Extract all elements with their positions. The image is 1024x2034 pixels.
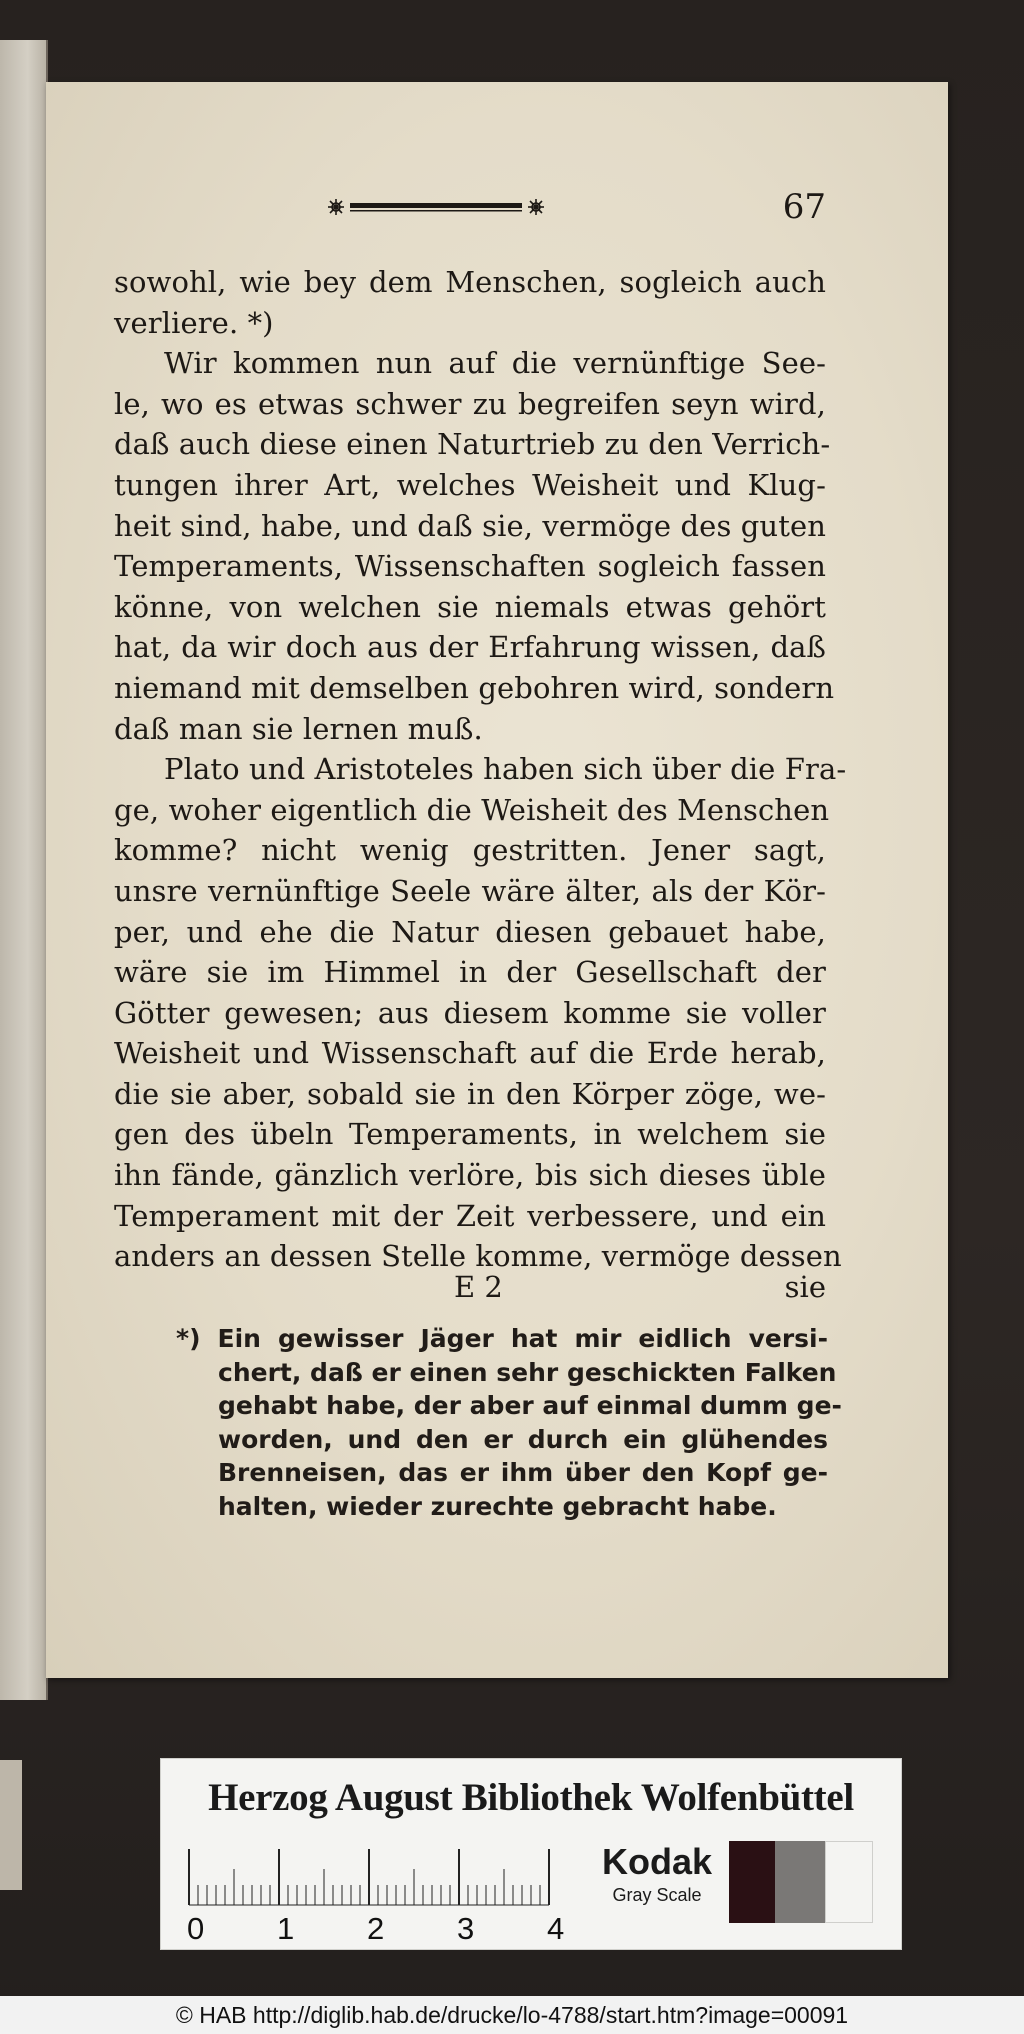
gray-patch-dark xyxy=(729,1841,775,1923)
ruler-label: 1 xyxy=(277,1911,295,1946)
text-line: komme? nicht wenig gestritten. Jener sagt, xyxy=(114,833,826,868)
text-line: unsre vernünftige Seele wäre älter, als der Kör- xyxy=(114,873,826,908)
signature-row xyxy=(114,1267,826,1307)
text-line: Weisheit und Wissenschaft auf die Erde herab, xyxy=(114,1036,826,1071)
text-line: verliere. *) xyxy=(114,305,274,340)
ruler-label: 2 xyxy=(367,1911,385,1946)
running-header xyxy=(46,187,948,227)
rule-ornament-icon xyxy=(326,197,546,217)
text-line: sowohl, wie bey dem Menschen, sogleich auch xyxy=(114,265,826,299)
footnote-line: worden, und den er durch ein glühendes xyxy=(218,1424,828,1454)
footnote-line: chert, daß er einen sehr geschickten Falken xyxy=(218,1357,837,1387)
centimeter-ruler xyxy=(187,1847,587,1907)
book-page xyxy=(46,82,948,1678)
text-line: hat, da wir doch aus der Erfahrung wissen, daß xyxy=(114,630,826,665)
kodak-logo: Kodak xyxy=(601,1841,713,1882)
text-line: tungen ihrer Art, welches Weisheit und Klug- xyxy=(114,467,826,502)
footnote-line: Brenneisen, das er ihm über den Kopf ge- xyxy=(218,1458,828,1487)
text-line: Temperament mit der Zeit verbessere, und ein xyxy=(114,1198,826,1233)
text-line: heit sind, habe, und daß sie, vermöge des guten xyxy=(114,508,826,543)
text-line: gen des übeln Temperaments, in welchem sie xyxy=(114,1117,826,1152)
body-text xyxy=(114,262,847,1277)
text-line: Plato und Aristoteles haben sich über die Fra- xyxy=(164,752,847,787)
copyright-footer: © HAB http://diglib.hab.de/drucke/lo-4788/start.htm?image=00091 xyxy=(0,1996,1024,2034)
footnote xyxy=(138,1322,842,1523)
footnote-line: gehabt habe, der aber auf einmal dumm ge- xyxy=(218,1391,842,1420)
color-scale-card xyxy=(160,1758,902,1950)
text-line: ihn fände, gänzlich verlöre, bis sich dieses üble xyxy=(114,1158,826,1193)
text-line: daß man sie lernen muß. xyxy=(114,711,483,746)
footnote-line: *) Ein gewisser Jäger hat mir eidlich versi- xyxy=(176,1324,828,1353)
footnote-line: halten, wieder zurechte gebracht habe. xyxy=(218,1491,777,1521)
ruler-label: 3 xyxy=(457,1911,475,1946)
text-line: Wir kommen nun auf die vernünftige See- xyxy=(164,346,826,381)
text-line: wäre sie im Himmel in der Gesellschaft der xyxy=(114,955,826,990)
catchword: sie xyxy=(784,1270,826,1304)
page-number: 67 xyxy=(782,187,826,227)
text-line: anders an dessen Stelle komme, vermöge dessen xyxy=(114,1239,842,1274)
text-line: daß auch diese einen Naturtrieb zu den Verrich- xyxy=(114,427,831,462)
gray-patch-light xyxy=(825,1841,873,1923)
text-line: per, und ehe die Natur diesen gebauet habe, xyxy=(114,914,826,949)
previous-page-edge xyxy=(0,40,48,1700)
text-line: könne, von welchen sie niemals etwas gehört xyxy=(114,589,826,624)
signature-mark: E 2 xyxy=(454,1270,503,1304)
text-line: Temperaments, Wissenschaften sogleich fassen xyxy=(114,549,826,584)
text-line: niemand mit demselben gebohren wird, sondern xyxy=(114,670,835,705)
gray-patch-mid xyxy=(775,1841,825,1923)
ruler-label: 0 xyxy=(187,1911,205,1946)
library-name: Herzog August Bibliothek Wolfenbüttel xyxy=(208,1776,854,1819)
previous-page-edge-lower xyxy=(0,1760,22,1890)
text-line: ge, woher eigentlich die Weisheit des Menschen xyxy=(114,792,830,827)
gray-scale-label: Gray Scale xyxy=(612,1885,702,1905)
ruler-label: 4 xyxy=(547,1911,565,1946)
text-line: Götter gewesen; aus diesem komme sie voller xyxy=(114,995,826,1030)
text-line: die sie aber, sobald sie in den Körper zöge, we- xyxy=(114,1076,826,1111)
text-line: le, wo es etwas schwer zu begreifen seyn wird, xyxy=(114,386,826,421)
